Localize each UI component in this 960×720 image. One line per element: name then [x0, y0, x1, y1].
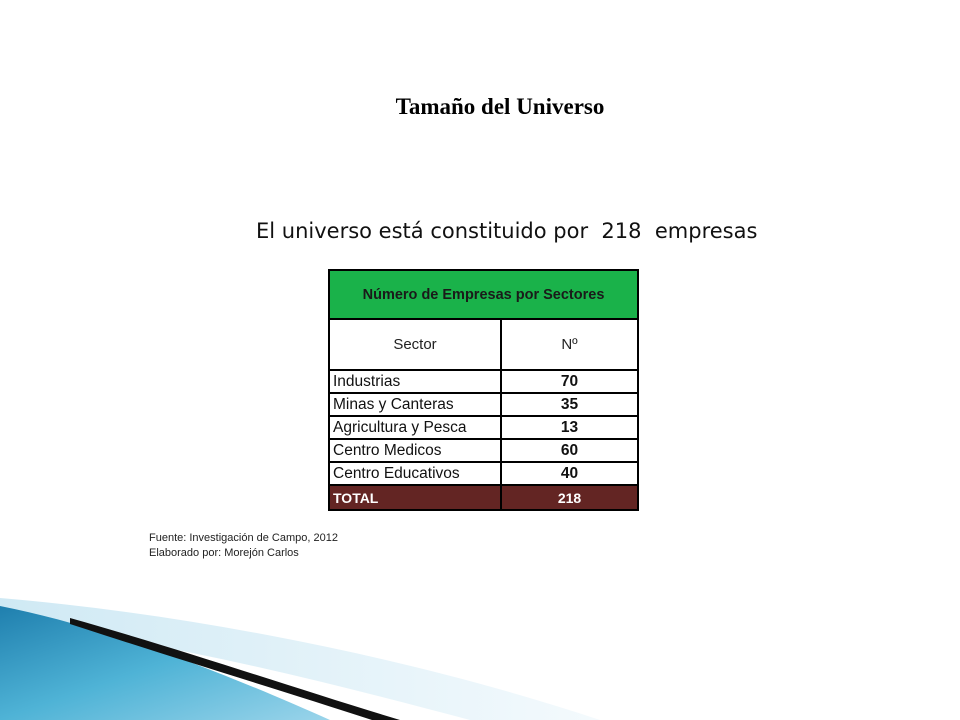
- sector-name: Centro Medicos: [329, 439, 501, 462]
- sector-count: 13: [501, 416, 638, 439]
- column-header-number: Nº: [501, 319, 638, 370]
- table-row: [329, 416, 638, 439]
- sector-name: Minas y Canteras: [329, 393, 501, 416]
- sectors-table-container: [328, 269, 637, 526]
- source-line: Fuente: Investigación de Campo, 2012: [149, 532, 338, 544]
- sector-count: 60: [501, 439, 638, 462]
- slide-title: Tamaño del Universo: [395, 94, 605, 119]
- table-row: [329, 370, 638, 393]
- universe-statement: El universo está constituido por 218 empresas: [256, 219, 758, 243]
- total-count: 218: [501, 485, 638, 510]
- column-header-sector: Sector: [329, 319, 501, 370]
- sector-count: 40: [501, 462, 638, 485]
- sector-name: Agricultura y Pesca: [329, 416, 501, 439]
- author-line: Elaborado por: Morejón Carlos: [149, 547, 299, 559]
- table-header-row: [329, 319, 638, 370]
- source-note: [149, 531, 338, 561]
- sectors-table: [328, 269, 639, 511]
- table-caption: Número de Empresas por Sectores: [329, 270, 638, 319]
- table-caption-row: [329, 270, 638, 319]
- sector-count: 70: [501, 370, 638, 393]
- sector-count: 35: [501, 393, 638, 416]
- table-row: [329, 439, 638, 462]
- sector-name: Industrias: [329, 370, 501, 393]
- total-label: TOTAL: [329, 485, 501, 510]
- table-total-row: [329, 485, 638, 510]
- table-row: [329, 393, 638, 416]
- sector-name: Centro Educativos: [329, 462, 501, 485]
- table-row: [329, 462, 638, 485]
